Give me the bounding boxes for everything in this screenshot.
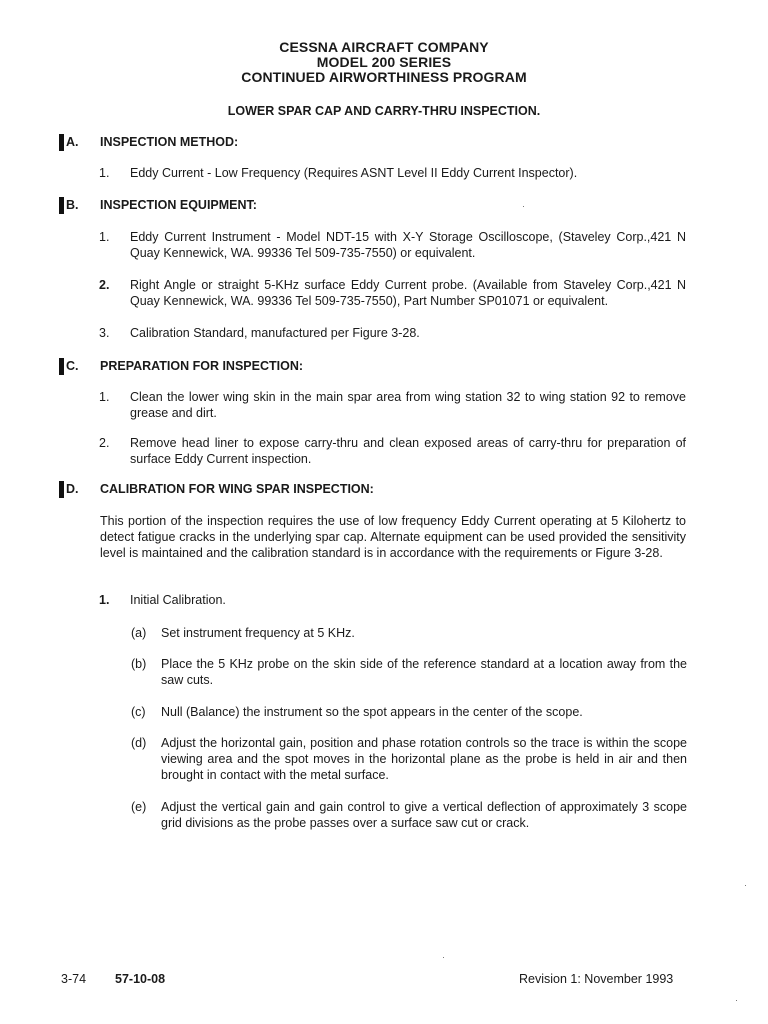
subitem-text: Null (Balance) the instrument so the spot appears in the center of the scope. [161,705,583,719]
subitem-label: (e) [131,800,147,814]
scan-speck [745,885,746,886]
revision-bar [59,197,64,214]
revision-bar [59,134,64,151]
revision-bar [59,358,64,375]
section-a-letter: A. [66,135,79,149]
program-title: CONTINUED AIRWORTHINESS PROGRAM [241,69,527,85]
item-text: Right Angle or straight 5-KHz surface Eddy Current probe. (Available from Staveley Corp.,421 N Quay Kennewick, WA. 99336 Tel 509-735-7550), Part Number SP01071 or equivalent. [130,278,686,308]
section-c-letter: C. [66,359,79,373]
subitem-text: Adjust the vertical gain and gain control to give a vertical deflection of approximately 3 scope grid divisions as the probe passes over a surface saw cut or crack. [161,800,687,830]
section-b-letter: B. [66,198,79,212]
subitem-text: Set instrument frequency at 5 KHz. [161,626,355,640]
section-d-letter: D. [66,482,79,496]
item-number: 2. [99,278,110,292]
item-number: 1. [99,230,110,244]
scan-speck [736,1000,737,1001]
model-series: MODEL 200 SERIES [316,54,452,70]
item-number: 2. [99,436,110,450]
item-text: Eddy Current Instrument - Model NDT-15 with X-Y Storage Oscilloscope, (Staveley Corp.,421 N Quay Kennewick, WA. 99336 Tel 509-735-7550) or equivalent. [130,230,686,260]
subitem-text: Adjust the horizontal gain, position and phase rotation controls so the trace is within the scope viewing area and the spot moves in the horizontal plane as the probe is held in air and then brought in contact with the metal surface. [161,736,687,782]
step-number: 1. [99,593,110,607]
item-text: Eddy Current - Low Frequency (Requires ASNT Level II Eddy Current Inspector). [130,166,578,180]
section-b-title: INSPECTION EQUIPMENT: [100,198,257,212]
subitem-label: (c) [131,705,146,719]
subitem-text: Place the 5 KHz probe on the skin side of the reference standard at a location away from the saw cuts. [161,657,687,687]
revision-date: Revision 1: November 1993 [519,972,674,986]
revision-bar [59,481,64,498]
scan-speck [523,206,524,207]
company-name: CESSNA AIRCRAFT COMPANY [279,39,489,55]
subitem-label: (a) [131,626,147,640]
item-text: Clean the lower wing skin in the main spar area from wing station 32 to wing station 92 to remove grease and dirt. [130,390,686,420]
section-c-title: PREPARATION FOR INSPECTION: [100,359,304,373]
document-code: 57-10-08 [115,972,166,986]
item-number: 3. [99,326,110,340]
item-text: Calibration Standard, manufactured per Figure 3-28. [130,326,420,340]
section-d-intro: This portion of the inspection requires the use of low frequency Eddy Current operating at 5 Kilohertz to detect fatigue cracks in the underlying spar cap. Alternate equipment can be used provided the sensitivity level is maintained and the calibration standard is in accordance with the requirements or Figure 3-28. [100,514,686,560]
item-text: Remove head liner to expose carry-thru and clean exposed areas of carry-thru for preparation of surface Eddy Current inspection. [130,436,686,466]
page-subtitle: LOWER SPAR CAP AND CARRY-THRU INSPECTION. [227,104,541,118]
step-text: Initial Calibration. [130,593,226,607]
section-d-title: CALIBRATION FOR WING SPAR INSPECTION: [100,482,374,496]
item-number: 1. [99,390,110,404]
page-number: 3-74 [61,972,87,986]
subitem-label: (d) [131,736,147,750]
item-number: 1. [99,166,110,180]
subitem-label: (b) [131,657,147,671]
scan-speck [443,957,444,958]
section-a-title: INSPECTION METHOD: [100,135,239,149]
